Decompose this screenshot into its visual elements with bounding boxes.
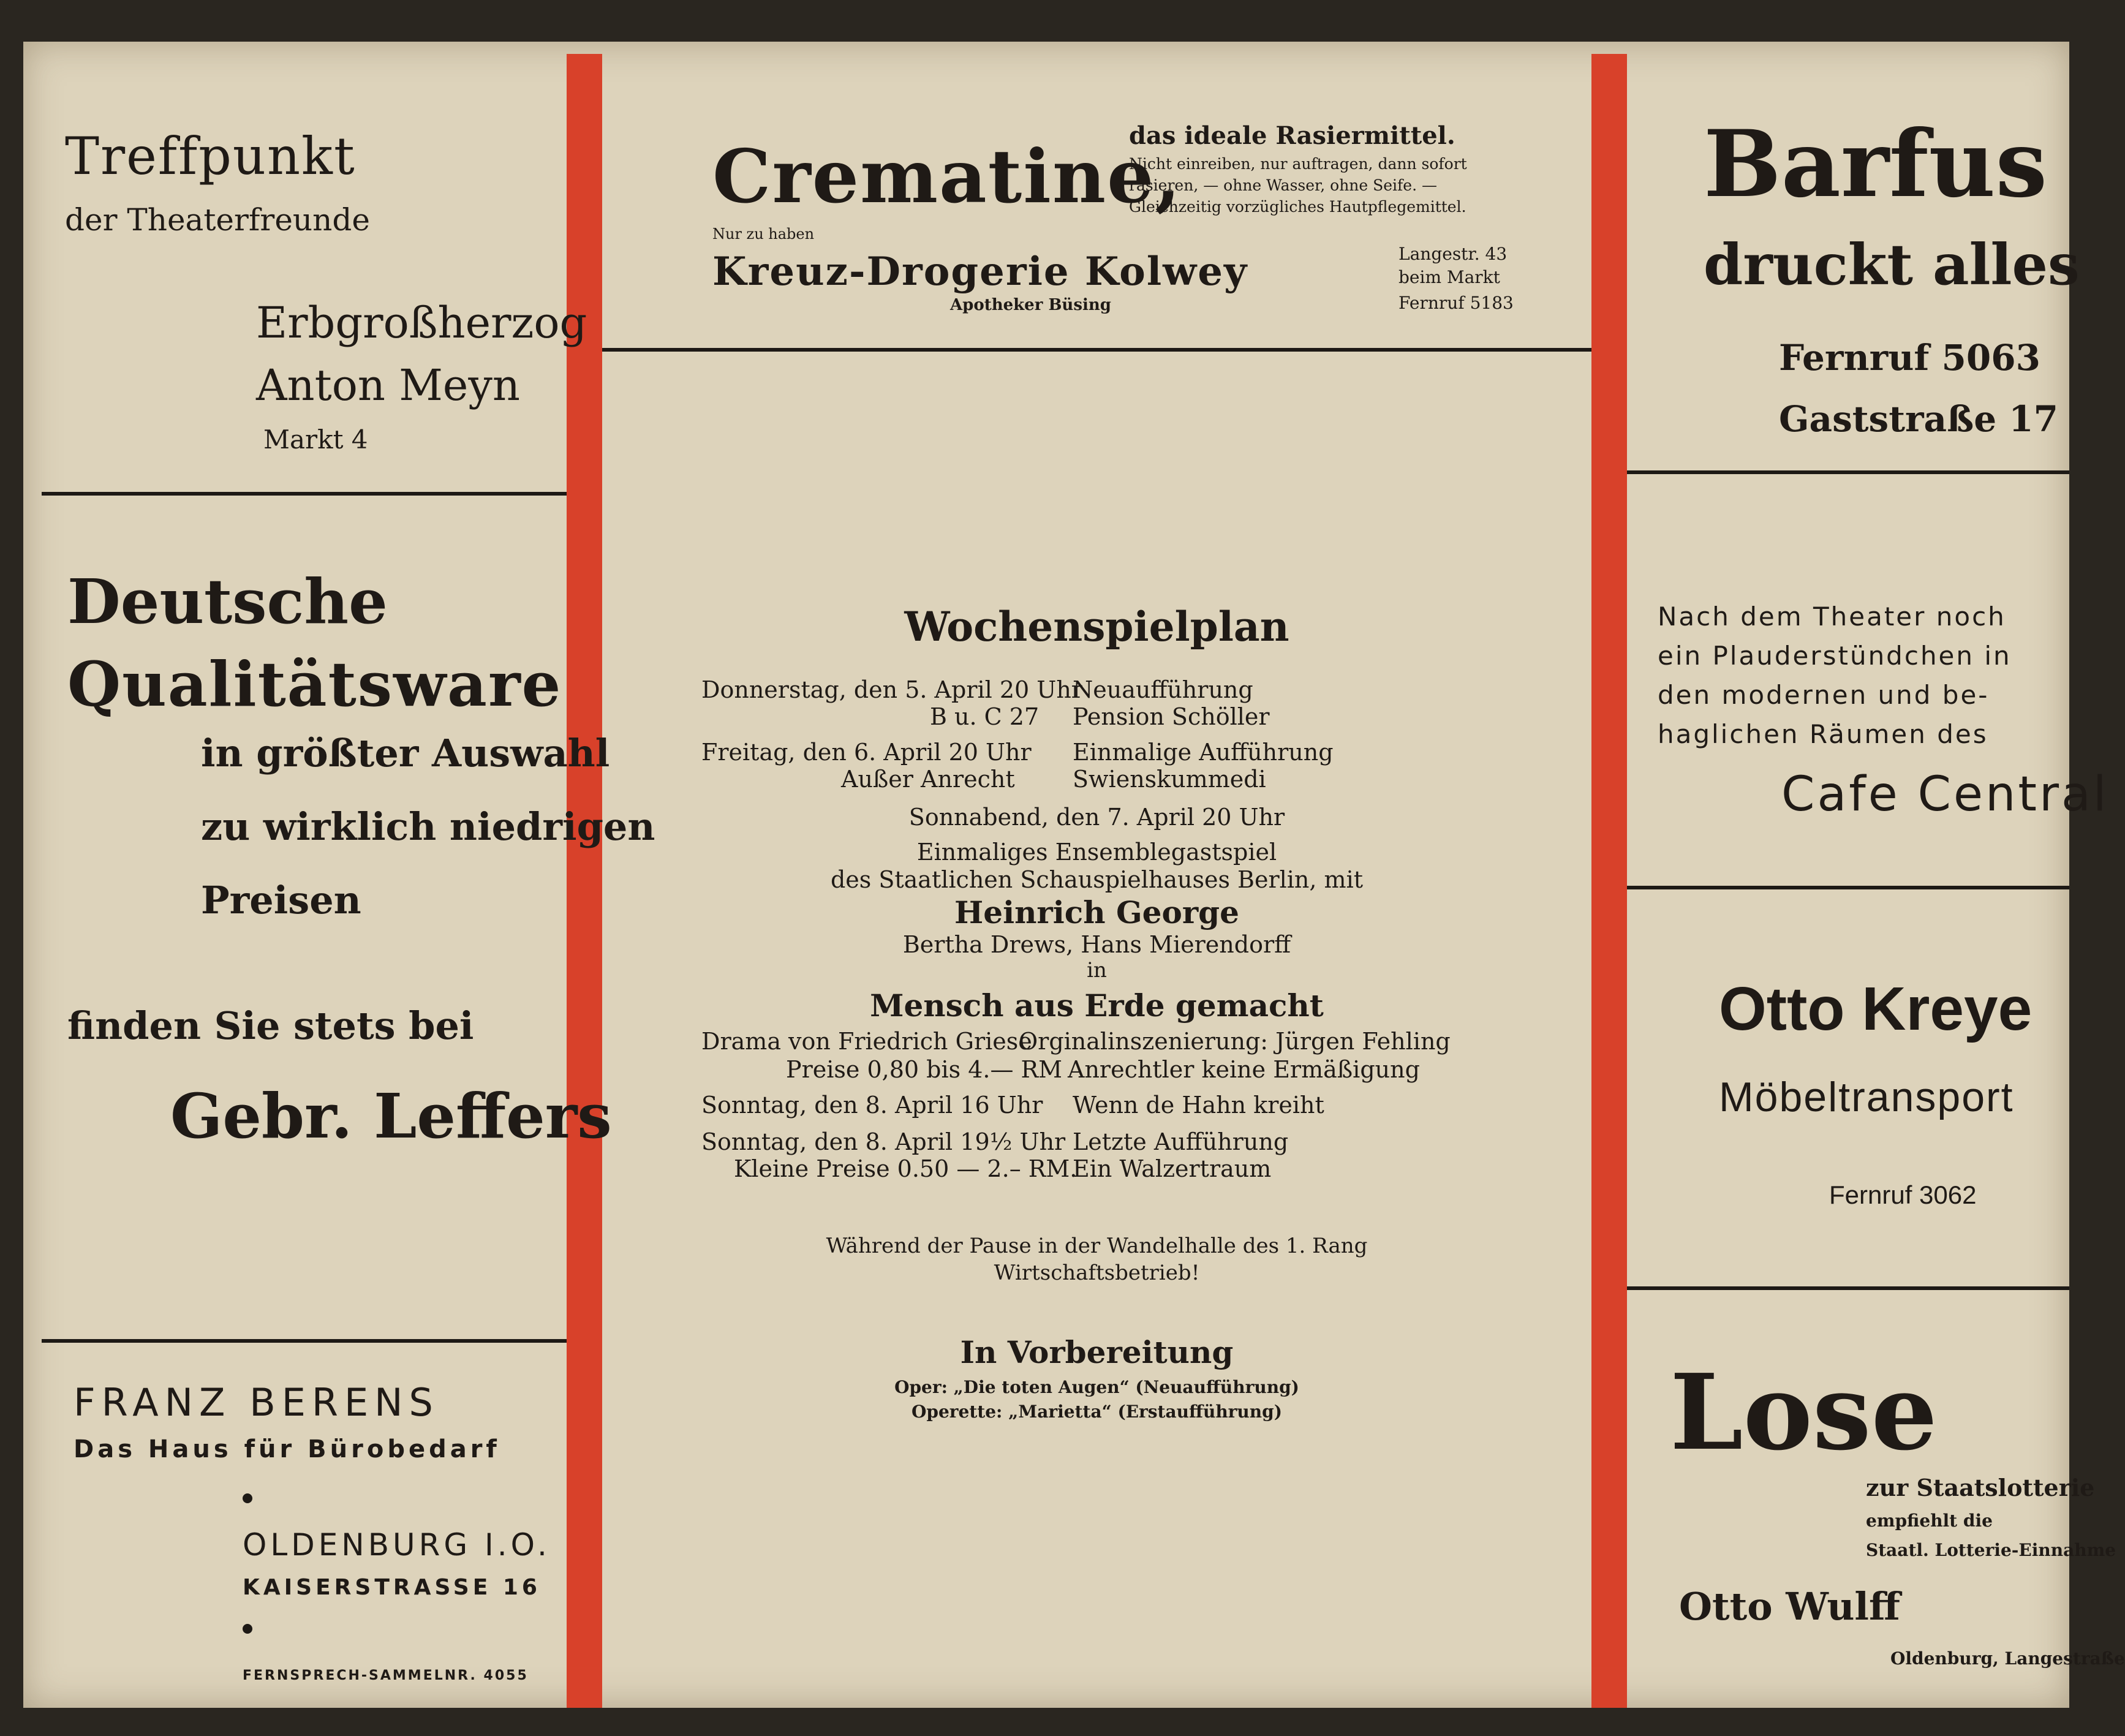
berens-tagline: Das Haus für Bürobedarf xyxy=(74,1435,500,1463)
lose-line-1: zur Staatslotterie xyxy=(1866,1474,2095,1501)
cafe-name: Cafe Central xyxy=(1781,767,2109,822)
right-red-divider xyxy=(1591,54,1627,1708)
cafe-line-3: den modernen und be- xyxy=(1658,680,1990,710)
kreye-name: Otto Kreye xyxy=(1719,975,2033,1043)
leffers-line-niedrigen: zu wirklich niedrigen xyxy=(201,804,655,849)
crematine-addr-1: Langestr. 43 xyxy=(1398,244,1508,264)
program-row-10-author: Drama von Friedrich Griese xyxy=(701,1028,1032,1055)
barfus-phone: Fernruf 5063 xyxy=(1779,337,2040,379)
program-row-12-date: Sonntag, den 8. April 16 Uhr xyxy=(701,1092,1043,1119)
lose-agent-name: Otto Wulff xyxy=(1679,1584,1900,1629)
crematine-only: Nur zu haben xyxy=(712,225,815,243)
divider-left-2 xyxy=(42,1339,567,1343)
program-row-3: Sonnabend, den 7. April 20 Uhr xyxy=(908,804,1285,831)
pause-note-2: Wirtschaftsbetrieb! xyxy=(994,1261,1200,1285)
berens-city: OLDENBURG I.O. xyxy=(243,1527,551,1563)
hotel-name-line1: Erbgroßherzog xyxy=(256,298,587,348)
barfus-street: Gaststraße 17 xyxy=(1779,398,2059,440)
program-row-11-prices: Preise 0,80 bis 4.— RM xyxy=(786,1056,1063,1083)
cafe-line-2: ein Plauderstündchen in xyxy=(1658,641,2012,671)
crematine-desc-3: Gleichzeitig vorzügliches Hautpflegemittel. xyxy=(1129,198,1466,216)
program-row-11-note: Anrechtler keine Ermäßigung xyxy=(1068,1056,1420,1083)
program-row-14-prices: Kleine Preise 0.50 — 2.– RM. xyxy=(734,1155,1078,1182)
hotel-address: Markt 4 xyxy=(263,425,368,455)
treffpunkt-ad xyxy=(23,42,587,483)
program-row-13-note: Letzte Aufführung xyxy=(1073,1128,1289,1155)
crematine-shop: Kreuz-Drogerie Kolwey xyxy=(712,249,1248,295)
berens-street: KAISERSTRASSE 16 xyxy=(243,1575,541,1600)
lose-title: Lose xyxy=(1670,1351,1938,1474)
preparation-operetta: Operette: „Marietta“ (Erstaufführung) xyxy=(912,1402,1282,1422)
hotel-name-line2: Anton Meyn xyxy=(256,360,520,410)
cafe-ad xyxy=(1627,474,2109,886)
program-row-1-series: B u. C 27 xyxy=(930,703,1040,730)
kreye-ad xyxy=(1627,889,2069,1286)
program-row-1-note: Neuaufführung xyxy=(1073,676,1253,703)
program-play-title: Mensch aus Erde gemacht xyxy=(870,987,1324,1024)
program-row-4: Einmaliges Ensemblegastspiel xyxy=(916,839,1277,866)
crematine-brand: Crematine, xyxy=(712,134,1182,220)
program-row-13-date: Sonntag, den 8. April 19½ Uhr xyxy=(701,1128,1066,1155)
lose-line-2: empfiehlt die xyxy=(1866,1511,1993,1531)
program-row-12-play: Wenn de Hahn kreiht xyxy=(1073,1092,1324,1119)
program-row-2-date: Freitag, den 6. April 20 Uhr xyxy=(701,739,1032,766)
berens-ad xyxy=(23,1343,567,1708)
barfus-slogan: druckt alles xyxy=(1704,232,2080,298)
leffers-line-preisen: Preisen xyxy=(201,878,361,923)
weekly-program xyxy=(602,352,1591,1708)
program-row-7: Bertha Drews, Hans Mierendorff xyxy=(902,931,1291,958)
program-guest-actor: Heinrich George xyxy=(954,894,1239,930)
bullet-dot-1 xyxy=(243,1493,252,1503)
program-row-1-date: Donnerstag, den 5. April 20 Uhr xyxy=(701,676,1082,703)
barfus-ad xyxy=(1627,42,2080,470)
program-row-10-director: Orginalinszenierung: Jürgen Fehling xyxy=(1019,1028,1451,1055)
cafe-line-1: Nach dem Theater noch xyxy=(1658,602,2006,632)
treffpunkt-title: Treffpunkt xyxy=(65,126,356,186)
preparation-title: In Vorbereitung xyxy=(960,1334,1234,1370)
treffpunkt-subtitle: der Theaterfreunde xyxy=(65,202,370,238)
program-row-8: in xyxy=(1087,958,1107,983)
crematine-addr-2: beim Markt xyxy=(1398,267,1500,287)
crematine-ad xyxy=(602,42,1591,348)
crematine-desc-1: Nicht einreiben, nur auftragen, dann sofort xyxy=(1129,155,1467,173)
leffers-line-deutsche: Deutsche xyxy=(67,565,388,638)
program-row-2-series: Außer Anrecht xyxy=(841,766,1015,793)
barfus-name: Barfus xyxy=(1704,110,2048,218)
pause-note-1: Während der Pause in der Wandelhalle des 1. Rang xyxy=(826,1234,1368,1258)
program-row-2-note: Einmalige Aufführung xyxy=(1073,739,1334,766)
leffers-shop-name: Gebr. Leffers xyxy=(170,1080,612,1152)
kreye-phone: Fernruf 3062 xyxy=(1829,1180,1977,1209)
divider-left-1 xyxy=(42,492,567,496)
leffers-ad xyxy=(23,498,655,1346)
kreye-service: Möbeltransport xyxy=(1719,1074,2014,1120)
leffers-line-qualitaetsware: Qualitätsware xyxy=(67,648,562,720)
lose-address: Oldenburg, Langestraße xyxy=(1890,1648,2125,1669)
scanned-page xyxy=(23,42,2125,1708)
lose-ad xyxy=(1627,1290,2125,1708)
berens-phone: FERNSPRECH-SAMMELNR. 4055 xyxy=(243,1668,529,1683)
leffers-line-auswahl: in größter Auswahl xyxy=(201,731,610,776)
preparation-opera: Oper: „Die toten Augen“ (Neuaufführung) xyxy=(894,1377,1299,1397)
program-title: Wochenspielplan xyxy=(904,603,1289,651)
program-row-1-play: Pension Schöller xyxy=(1073,703,1270,730)
program-row-14-play: Ein Walzertraum xyxy=(1073,1155,1272,1182)
cafe-line-4: haglichen Räumen des xyxy=(1658,719,1988,749)
crematine-desc-2: rasieren, — ohne Wasser, ohne Seife. — xyxy=(1129,176,1437,194)
crematine-owner: Apotheker Büsing xyxy=(950,296,1111,314)
crematine-slogan: das ideale Rasiermittel. xyxy=(1129,121,1455,150)
program-row-5: des Staatlichen Schauspielhauses Berlin, mit xyxy=(830,866,1364,893)
crematine-phone: Fernruf 5183 xyxy=(1398,293,1514,313)
lose-line-3: Staatl. Lotterie-Einnahme xyxy=(1866,1540,2116,1560)
leffers-line-finden: finden Sie stets bei xyxy=(67,1003,474,1048)
berens-name: FRANZ BERENS xyxy=(74,1380,439,1425)
bullet-dot-2 xyxy=(243,1624,252,1634)
program-row-2-play: Swienskummedi xyxy=(1073,766,1266,793)
